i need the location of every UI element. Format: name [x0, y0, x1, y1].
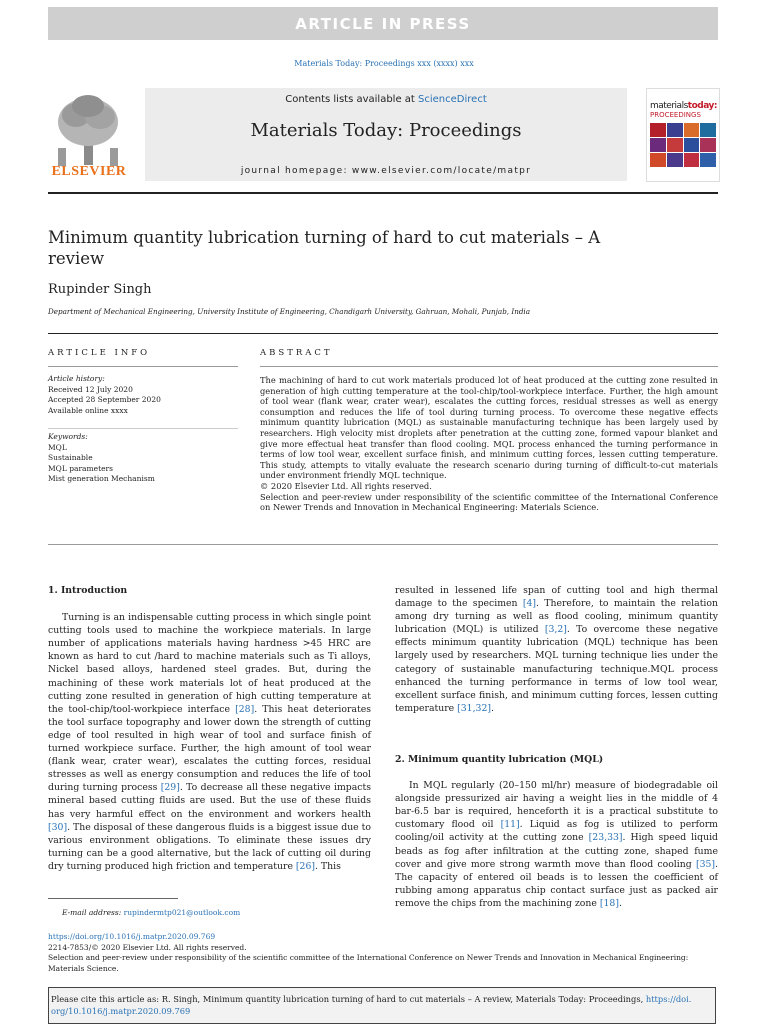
intro-continuation: resulted in lessened life span of cutting tool and high thermal damage to the specimen [4]. Therefore, to maintain the relation among dry turning as well as flood cooling, minimum quantity lubrication (MQL) is utilized [3,2]. To overcome these negative effects minimum quantity lubrication (MQL) technique has been largely used by researchers. MQL turning technique lies under the category of sustainable manufacturing technique.MQL process enhanced the turning performance in terms of low tool wear, excellent surface finish, and minimum cutting forces, lessen cutting temperature [31,32]. [395, 585, 718, 714]
abstract-text: The machining of hard to cut work materials produced lot of heat produced at the cutting zone resulted in generation of high cutting temperature at the tool-chip/tool-workpiece interface. Further, the high amount of tool wear (flank wear, crater wear), escalates the cutting forces, residual stresses as well as energy consumption and reduces the life of tool during turning process. To overcome these negative effects minimum quantity lubrication (MQL) as sustainable manufacturing technique has been largely used by researchers. High velocity mist droplets after penetration at the cutting zone, formed vapour blanket and give more effectual heat transfer than flood cooling. MQL process enhanced the turning performance in terms of low tool wear, excellent surface finish, and minimum cutting forces, lessen cutting temperature. This study, attempts to vitally evaluate the research scenario during turning of difficult-to-cut materials under environment friendly MQL technique. [260, 375, 718, 481]
abstract-body [260, 375, 718, 513]
citation-link[interactable]: [35] [695, 858, 716, 870]
citation-link[interactable]: [29] [160, 782, 180, 794]
journal-title: Materials Today: Proceedings [250, 120, 522, 141]
abstract-heading: ABSTRACT [260, 348, 333, 358]
email-footnote: E-mail address: rupindermtp021@outlook.com [62, 908, 241, 917]
footnote-rule [48, 898, 178, 899]
doi-link[interactable]: https://doi.org/10.1016/j.matpr.2020.09.769 [48, 932, 216, 941]
citation-link[interactable]: [3,2] [544, 624, 567, 636]
author-affiliation: Department of Mechanical Engineering, University Institute of Engineering, Chandigarh University, Gahruan, Mohali, Punjab, India [48, 307, 531, 316]
sciencedirect-link[interactable]: ScienceDirect [418, 94, 487, 105]
citation-link[interactable]: [30] [48, 821, 68, 833]
article-history: Article history: Received 12 July 2020 Accepted 28 September 2020 Available online xxxx [48, 374, 161, 415]
cite-doi-link[interactable]: https://doi. [645, 994, 692, 1004]
intro-heading: 1. Introduction [48, 585, 128, 596]
elsevier-logo-text: ELSEVIER [51, 164, 127, 179]
footer-selection: Selection and peer-review under responsibility of the scientific committee of the International Conference on Newer Trends and Innovation in Mechanical Engineering: Materials Science. [48, 953, 689, 973]
journal-homepage[interactable]: journal homepage: www.elsevier.com/locate/matpr [240, 166, 532, 176]
citation-link[interactable]: [28] [235, 703, 255, 715]
citation-link[interactable]: [11] [500, 819, 520, 831]
cover-subtitle: PROCEEDINGS [650, 111, 701, 119]
keywords-rule [48, 428, 238, 429]
keywords-block: Keywords: MQL Sustainable MQL parameters Mist generation Mechanism [48, 432, 155, 483]
citation-link[interactable]: [23,33] [588, 832, 623, 844]
cite-box: Please cite this article as: R. Singh, Minimum quantity lubrication turning of hard to cut materials – A review, Materials Today: Proceedings, https://doi. org/10.1016/j.matpr.2020.09.769 [48, 987, 716, 1024]
title-rule [48, 333, 718, 334]
keyword: Sustainable [48, 453, 93, 462]
contents-prefix: Contents lists available at [285, 94, 415, 105]
citation-link[interactable]: [26] [295, 860, 315, 872]
cover-mosaic [650, 123, 716, 167]
abstract-rule [260, 366, 718, 367]
masthead-rule [48, 192, 718, 194]
mql-heading: 2. Minimum quantity lubrication (MQL) [395, 753, 604, 765]
article-info-rule [48, 366, 238, 367]
keyword: Mist generation Mechanism [48, 474, 155, 483]
author-name: Rupinder Singh [48, 282, 152, 297]
mql-paragraph: In MQL regularly (20–150 ml/hr) measure of biodegradable oil alongside pressurized air having a weight lies in the middle of 4 bar-6.5 bar is required, henceforth it is a practical substitute to customary flood oil [11]. Liquid as fog is utilized to perform cooling/oil activity at the cutting zone [23,33]. High speed liquid beads as fog after infiltration at the cutting zone, shaped fume cover and give more strong warmth move than flood cooling [35]. The capacity of entered oil beads is to lessen the coefficient of rubbing among apparatus chip contact surface just as packed air remove the chips from the machining zone [18]. [395, 780, 718, 909]
keyword: MQL [48, 442, 67, 452]
footer [48, 932, 718, 974]
right-column [395, 584, 718, 910]
article-in-press-banner: ARTICLE IN PRESS [48, 7, 718, 40]
journal-reference-link[interactable]: Materials Today: Proceedings xxx (xxxx) xxx [294, 59, 474, 68]
contents-line [145, 94, 627, 105]
paper-title: Minimum quantity lubrication turning of hard to cut materials – A review [48, 228, 601, 268]
accepted-date: Accepted 28 September 2020 [48, 395, 161, 404]
journal-cover-image [646, 88, 720, 182]
citation-link[interactable]: [31,32] [457, 702, 491, 714]
keyword: MQL parameters [48, 463, 113, 473]
cite-doi-link-cont[interactable]: org/10.1016/j.matpr.2020.09.769 [51, 1006, 191, 1016]
intro-paragraph: Turning is an indispensable cutting process in which single point cutting tools used to machine the workpiece materials. In large number of applications materials having hardness >45 HRC are known as hard to cut /hard to machine materials such as Ti alloys, Nickel based alloys, hardened steel grades. But, during the machining of these work materials lot of heat produced at the cutting zone resulted in generation of high cutting temperature at the tool-chip/tool-workpiece interface [28]. This heat deteriorates the tool surface topography and lower down the strength of cutting edge of tool resulted in high wear of tool and surface finish of turned workpiece surface. Further, the high amount of tool wear (flank wear, crater wear), escalates the cutting forces, residual stresses as well as energy consumption and reduces the life of tool during turning process [29]. To decrease all these negative impacts mineral based cutting fluids are used. But the use of these fluids has very harmful effect on the environment and workers health [30]. The disposal of these dangerous fluids is a biggest issue due to various environment obligations. To eliminate these issues dry turning can be a good alternative, but the lack of cutting oil during dry turning produced high friction and temperature [26]. This [48, 612, 371, 872]
left-column [48, 584, 371, 873]
received-date: Received 12 July 2020 [48, 384, 133, 394]
issn-line: 2214-7853/© 2020 Elsevier Ltd. All rights reserved. [48, 942, 247, 952]
citation-link[interactable]: [4] [522, 598, 537, 610]
article-info-heading: ARTICLE INFO [48, 348, 151, 358]
abstract-copyright: © 2020 Elsevier Ltd. All rights reserved. [260, 480, 432, 491]
abstract-bottom-rule [48, 544, 718, 545]
email-link[interactable]: rupindermtp021@outlook.com [123, 908, 241, 917]
cover-journal-name: materialstoday: [650, 101, 717, 111]
online-date: Available online xxxx [48, 405, 128, 415]
abstract-selection: Selection and peer-review under responsibility of the scientific committee of the International Conference on Newer Trends and Innovation in Mechanical Engineering: Materials Science. [260, 491, 718, 513]
citation-link[interactable]: [18] [599, 897, 619, 909]
